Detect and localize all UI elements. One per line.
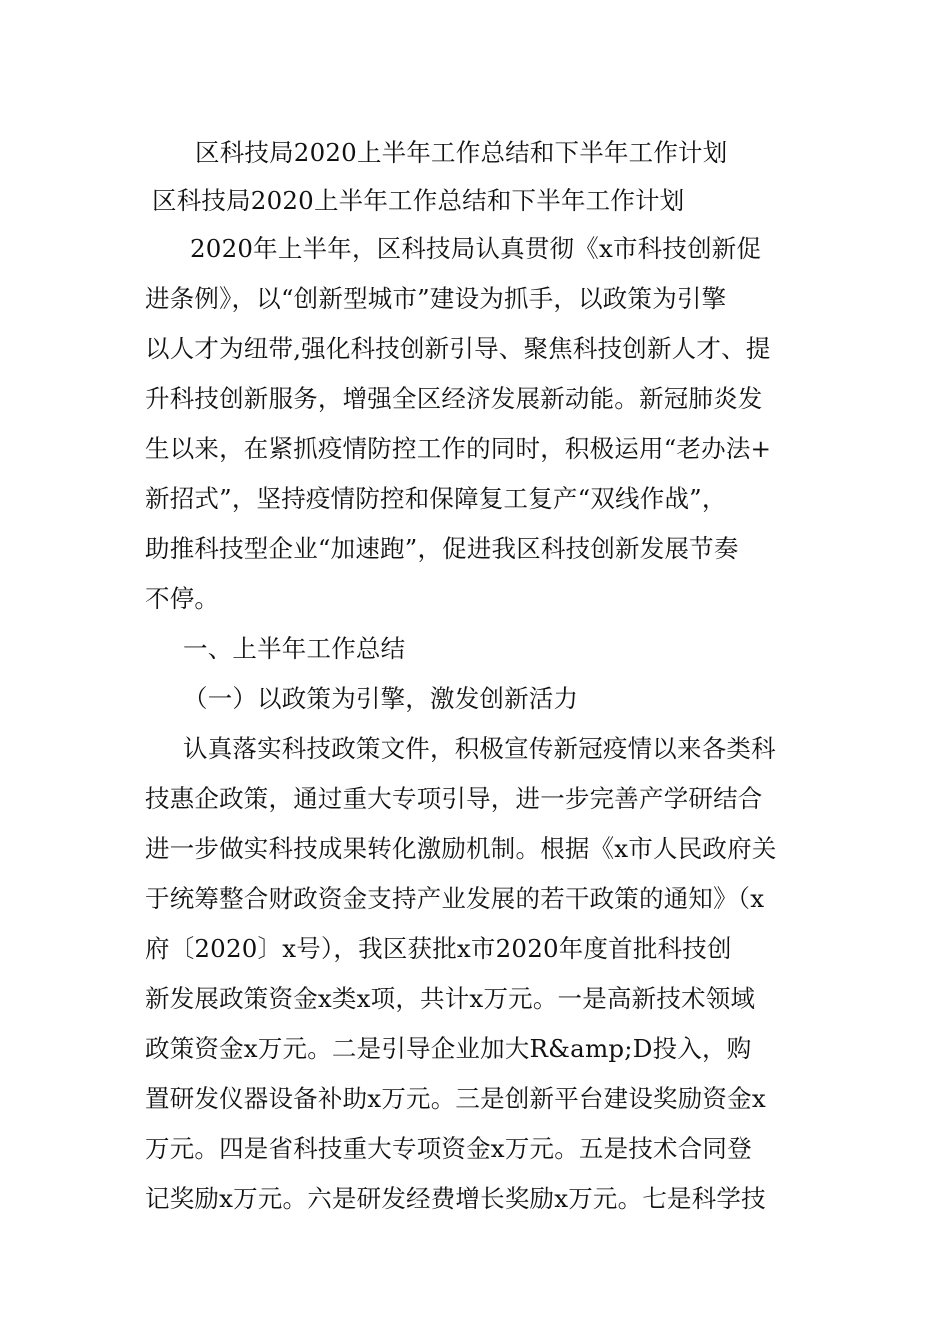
body-line-5: 府〔2020〕x号），我区获批x市2020年度首批科技创: [145, 934, 732, 963]
body-line-2: 技惠企政策，通过重大专项引导，进一步完善产学研结合: [145, 784, 763, 813]
body-line-10: 记奖励x万元。六是研发经费增长奖励x万元。七是科学技: [145, 1184, 766, 1213]
document-title: 区科技局2020上半年工作总结和下半年工作计划: [195, 138, 728, 167]
intro-line-2: 进条例》，以“创新型城市”建设为抓手，以政策为引擎: [145, 284, 727, 313]
body-line-3: 进一步做实科技成果转化激励机制。根据《x市人民政府关: [145, 834, 777, 863]
intro-line-3: 以人才为纽带,强化科技创新引导、聚焦科技创新人才、提: [145, 334, 771, 363]
body-line-7: 政策资金x万元。二是引导企业加大R&amp;D投入，购: [145, 1034, 752, 1063]
subsection-heading: （一）以政策为引擎，激发创新活力: [183, 684, 579, 713]
intro-line-6: 新招式”，坚持疫情防控和保障复工复产“双线作战”，: [145, 484, 727, 513]
intro-line-8: 不停。: [145, 584, 220, 613]
body-line-6: 新发展政策资金x类x项，共计x万元。一是高新技术领域: [145, 984, 756, 1013]
body-line-1: 认真落实科技政策文件，积极宣传新冠疫情以来各类科: [183, 734, 776, 763]
intro-line-4: 升科技创新服务，增强全区经济发展新动能。新冠肺炎发: [145, 384, 763, 413]
body-line-4: 于统筹整合财政资金支持产业发展的若干政策的通知》（x: [145, 884, 765, 913]
document-subtitle: 区科技局2020上半年工作总结和下半年工作计划: [152, 186, 685, 215]
body-line-9: 万元。四是省科技重大专项资金x万元。五是技术合同登: [145, 1134, 752, 1163]
intro-line-1: 2020年上半年，区科技局认真贯彻《x市科技创新促: [190, 234, 762, 263]
body-line-8: 置研发仪器设备补助x万元。三是创新平台建设奖励资金x: [145, 1084, 766, 1113]
intro-line-7: 助推科技型企业“加速跑”，促进我区科技创新发展节奏: [145, 534, 739, 563]
intro-line-5: 生以来，在紧抓疫情防控工作的同时，积极运用“老办法+: [145, 434, 772, 463]
section-heading: 一、上半年工作总结: [183, 634, 406, 663]
